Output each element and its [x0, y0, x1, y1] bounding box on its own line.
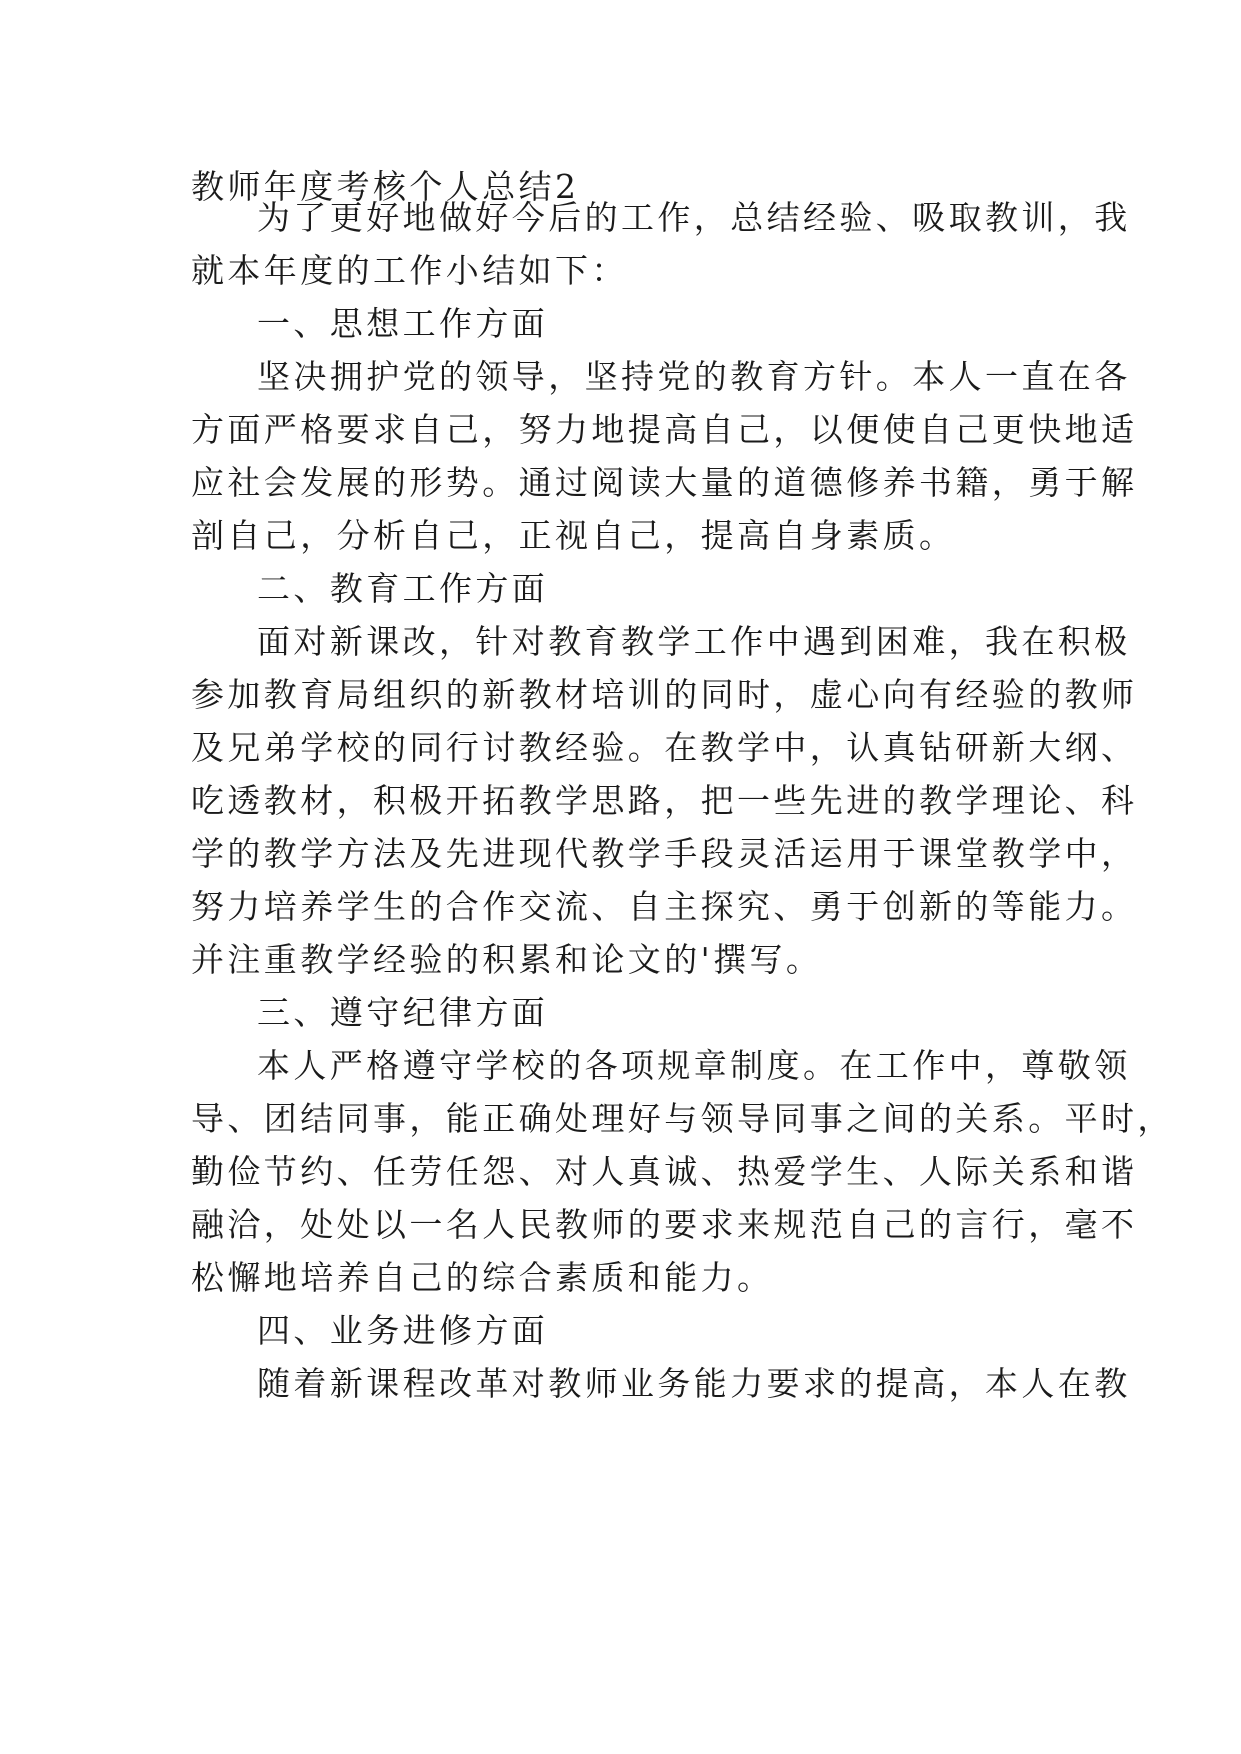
paragraph-thought-line-3: 应社会发展的形势。通过阅读大量的道德修养书籍，勇于解 — [191, 463, 1138, 502]
paragraph-education-line-5: 学的教学方法及先进现代教学手段灵活运用于课堂教学中， — [191, 834, 1138, 873]
section-heading-thought: 一、思想工作方面 — [257, 304, 549, 343]
paragraph-education-line-1: 面对新课改，针对教育教学工作中遇到困难，我在积极 — [257, 622, 1131, 661]
paragraph-discipline-line-3: 勤俭节约、任劳任怨、对人真诚、热爱学生、人际关系和谐 — [191, 1152, 1138, 1191]
paragraph-education-line-2: 参加教育局组织的新教材培训的同时，虚心向有经验的教师 — [191, 675, 1138, 714]
section-heading-education: 二、教育工作方面 — [257, 569, 549, 608]
paragraph-discipline-line-4: 融洽，处处以一名人民教师的要求来规范自己的言行，毫不 — [191, 1205, 1138, 1244]
paragraph-thought-line-4: 剖自己，分析自己，正视自己，提高自身素质。 — [191, 516, 956, 555]
paragraph-study-line-1: 随着新课程改革对教师业务能力要求的提高，本人在教 — [257, 1364, 1131, 1403]
paragraph-education-line-3: 及兄弟学校的同行讨教经验。在教学中，认真钻研新大纲、 — [191, 728, 1138, 767]
section-heading-discipline: 三、遵守纪律方面 — [257, 993, 549, 1032]
paragraph-intro-line-1: 为了更好地做好今后的工作，总结经验、吸取教训，我 — [257, 198, 1131, 237]
paragraph-discipline-line-1: 本人严格遵守学校的各项规章制度。在工作中，尊敬领 — [257, 1046, 1131, 1085]
paragraph-thought-line-2: 方面严格要求自己，努力地提高自己，以便使自己更快地适 — [191, 410, 1138, 449]
paragraph-education-line-4: 吃透教材，积极开拓教学思路，把一些先进的教学理论、科 — [191, 781, 1138, 820]
document-title: 教师年度考核个人总结2 — [191, 167, 580, 206]
paragraph-discipline-line-5: 松懈地培养自己的综合素质和能力。 — [191, 1258, 774, 1297]
section-heading-study: 四、业务进修方面 — [257, 1311, 549, 1350]
paragraph-discipline-line-2: 导、团结同事，能正确处理好与领导同事之间的关系。平时， — [191, 1099, 1174, 1138]
paragraph-thought-line-1: 坚决拥护党的领导，坚持党的教育方针。本人一直在各 — [257, 357, 1131, 396]
paragraph-education-line-6: 努力培养学生的合作交流、自主探究、勇于创新的等能力。 — [191, 887, 1138, 926]
paragraph-education-line-7: 并注重教学经验的积累和论文的'撰写。 — [191, 940, 823, 979]
paragraph-intro-line-2: 就本年度的工作小结如下： — [191, 251, 628, 290]
